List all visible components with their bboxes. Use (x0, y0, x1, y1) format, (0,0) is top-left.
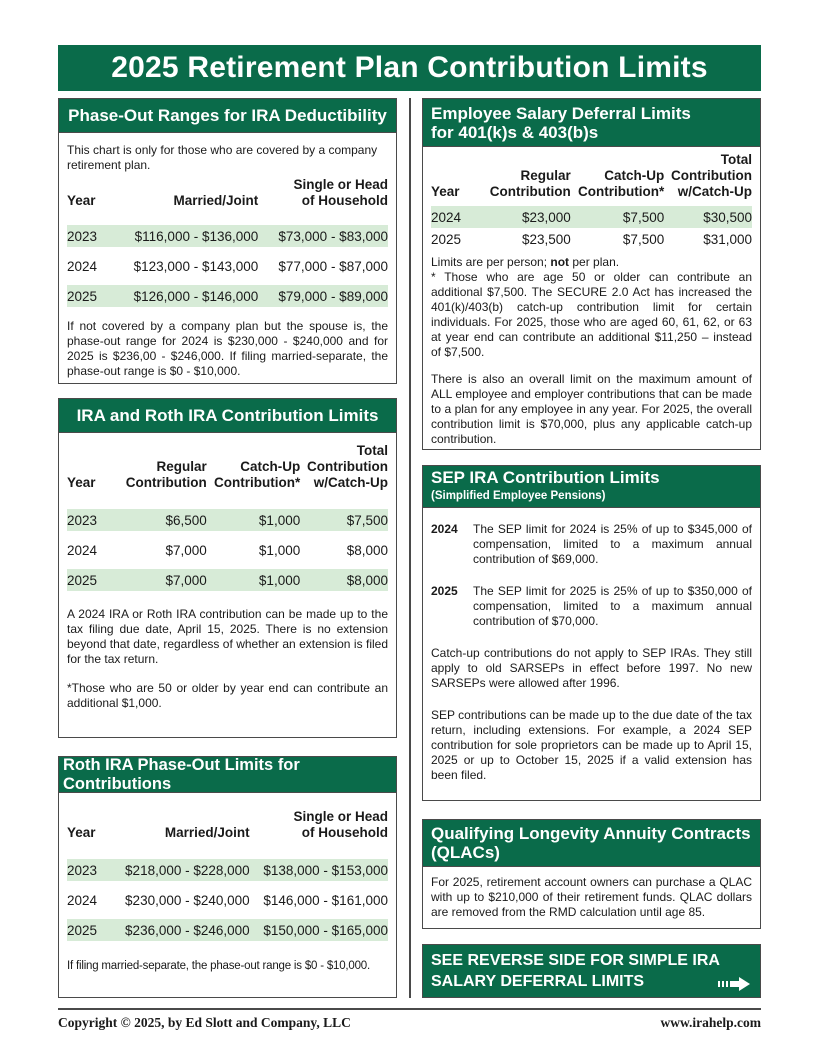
ira-limits-table (67, 443, 388, 591)
website-link[interactable]: www.irahelp.com (660, 1015, 761, 1030)
arrow-right-icon (718, 977, 750, 991)
ira-phaseout-table (67, 177, 388, 307)
page-title: 2025 Retirement Plan Contribution Limits (58, 45, 761, 91)
deferral-section (422, 98, 761, 450)
table-header (67, 177, 388, 217)
qlac-text: For 2025, retirement account owners can purchase a QLAC with up to $210,000 of their retirement funds. QLAC dollars are removed from the RMD calculation until age 85. (431, 875, 752, 919)
section-heading: IRA and Roth IRA Contribution Limits (59, 399, 396, 433)
table-row: 2024 $123,000 - $143,000 $77,000 - $87,000 (67, 258, 388, 274)
table-row: 2024 $23,000 $7,500 $30,500 (431, 206, 752, 228)
section-heading: SEP IRA Contribution Limits (Simplified Employee Pensions) (423, 466, 760, 508)
sep-item: 2025 The SEP limit for 2025 is 25% of up to $350,000 of compensation, limited to a maximum annual contribution of $70,000. (431, 584, 752, 628)
col-single: Single or Head of Household (293, 177, 388, 208)
section-heading: Qualifying Longevity Annuity Contracts (QLACs) (423, 820, 760, 867)
footer-rule (58, 1008, 761, 1010)
table-row: 2023 $6,500 $1,000 $7,500 (67, 509, 388, 531)
sep-section (422, 465, 761, 801)
note-text: A 2024 IRA or Roth IRA contribution can be made up to the tax filing due date, April 15, 2025. There is no extension beyond that date, regardless of whether an extension is filed for the tax return. (67, 607, 388, 666)
ira-phaseout-section (58, 98, 397, 384)
note-text: Limits are per person; not per plan. (431, 255, 620, 269)
table-row: 2023 $218,000 - $228,000 $138,000 - $153,000 (67, 859, 388, 881)
section-heading: Roth IRA Phase-Out Limits for Contributions (59, 757, 396, 793)
note-text: If filing married-separate, the phase-out range is $0 - $10,000. (67, 960, 370, 972)
section-heading: Phase-Out Ranges for IRA Deductibility (59, 99, 396, 133)
roth-phaseout-table (67, 809, 388, 941)
copyright: Copyright © 2025, by Ed Slott and Company, LLC (58, 1015, 351, 1030)
intro-text: This chart is only for those who are covered by a company retirement plan. (67, 143, 378, 172)
deferral-table (431, 152, 752, 250)
sep-item: 2024 The SEP limit for 2024 is 25% of up to $345,000 of compensation, limited to a maximum annual contribution of $69,000. (431, 522, 752, 566)
table-row: 2025 $126,000 - $146,000 $79,000 - $89,000 (67, 285, 388, 307)
col-year: Year (67, 193, 96, 208)
note-text: There is also an overall limit on the maximum amount of ALL employee and employer contributions that can be made to a plan for any employee in any year. For 2025, the overall contribution limit is $70,000, plus any applicable catch-up contribution. (431, 372, 752, 446)
table-header: Year Regular Contribution Catch-Up Contribution* Total Contribution w/Catch-Up (67, 443, 388, 490)
note-text: * Those who are age 50 or older can contribute an additional $7,500. The SECURE 2.0 Act has increased the 401(k)/403(b) catch-up contribution limit for certain individuals. For 2025, those who are aged 60, 61, 62, or 63 at year end can contribute an additional $11,250 – instead of $7,500. (431, 270, 752, 359)
table-row: 2025 $7,000 $1,000 $8,000 (67, 569, 388, 591)
qlac-section (422, 819, 761, 929)
table-row: 2024 $7,000 $1,000 $8,000 (67, 542, 388, 558)
ira-limits-section (58, 398, 397, 738)
see-reverse-banner: SEE REVERSE SIDE FOR SIMPLE IRA SALARY DEFERRAL LIMITS (422, 944, 761, 998)
table-row: 2023 $116,000 - $136,000 $73,000 - $83,000 (67, 225, 388, 247)
column-divider (409, 98, 411, 998)
table-header: Year Married/Joint Single or Head of Household (67, 809, 388, 840)
note-text: Catch-up contributions do not apply to SEP IRAs. They still apply to old SARSEPs in effect before 1997. No new SARSEPs were allowed after 1996. (431, 646, 752, 690)
table-row: 2024 $230,000 - $240,000 $146,000 - $161,000 (67, 892, 388, 908)
table-row: 2025 $23,500 $7,500 $31,000 (431, 231, 752, 247)
note-text: SEP contributions can be made up to the due date of the tax return, including extensions. For example, a 2024 SEP contribution for sole proprietors can be made up to April 15, 2025 or up to October 15, 2025 if a valid extension has been filed. (431, 708, 752, 782)
note-text: *Those who are 50 or older by year end can contribute an additional $1,000. (67, 681, 388, 710)
section-heading: Employee Salary Deferral Limits for 401(k)s & 403(b)s (423, 99, 760, 147)
note-text: If not covered by a company plan but the spouse is, the phase-out range for 2024 is $230,000 - $240,000 and for 2025 is $236,00 - $246,000. If filing married-separate, the phase-out range is $0 - $10,000. (67, 319, 388, 378)
table-row: 2025 $236,000 - $246,000 $150,000 - $165,000 (67, 919, 388, 941)
roth-phaseout-section (58, 756, 397, 998)
col-married: Married/Joint (173, 193, 259, 208)
table-header: Year Regular Contribution Catch-Up Contribution* Total Contribution w/Catch-Up (431, 152, 752, 199)
